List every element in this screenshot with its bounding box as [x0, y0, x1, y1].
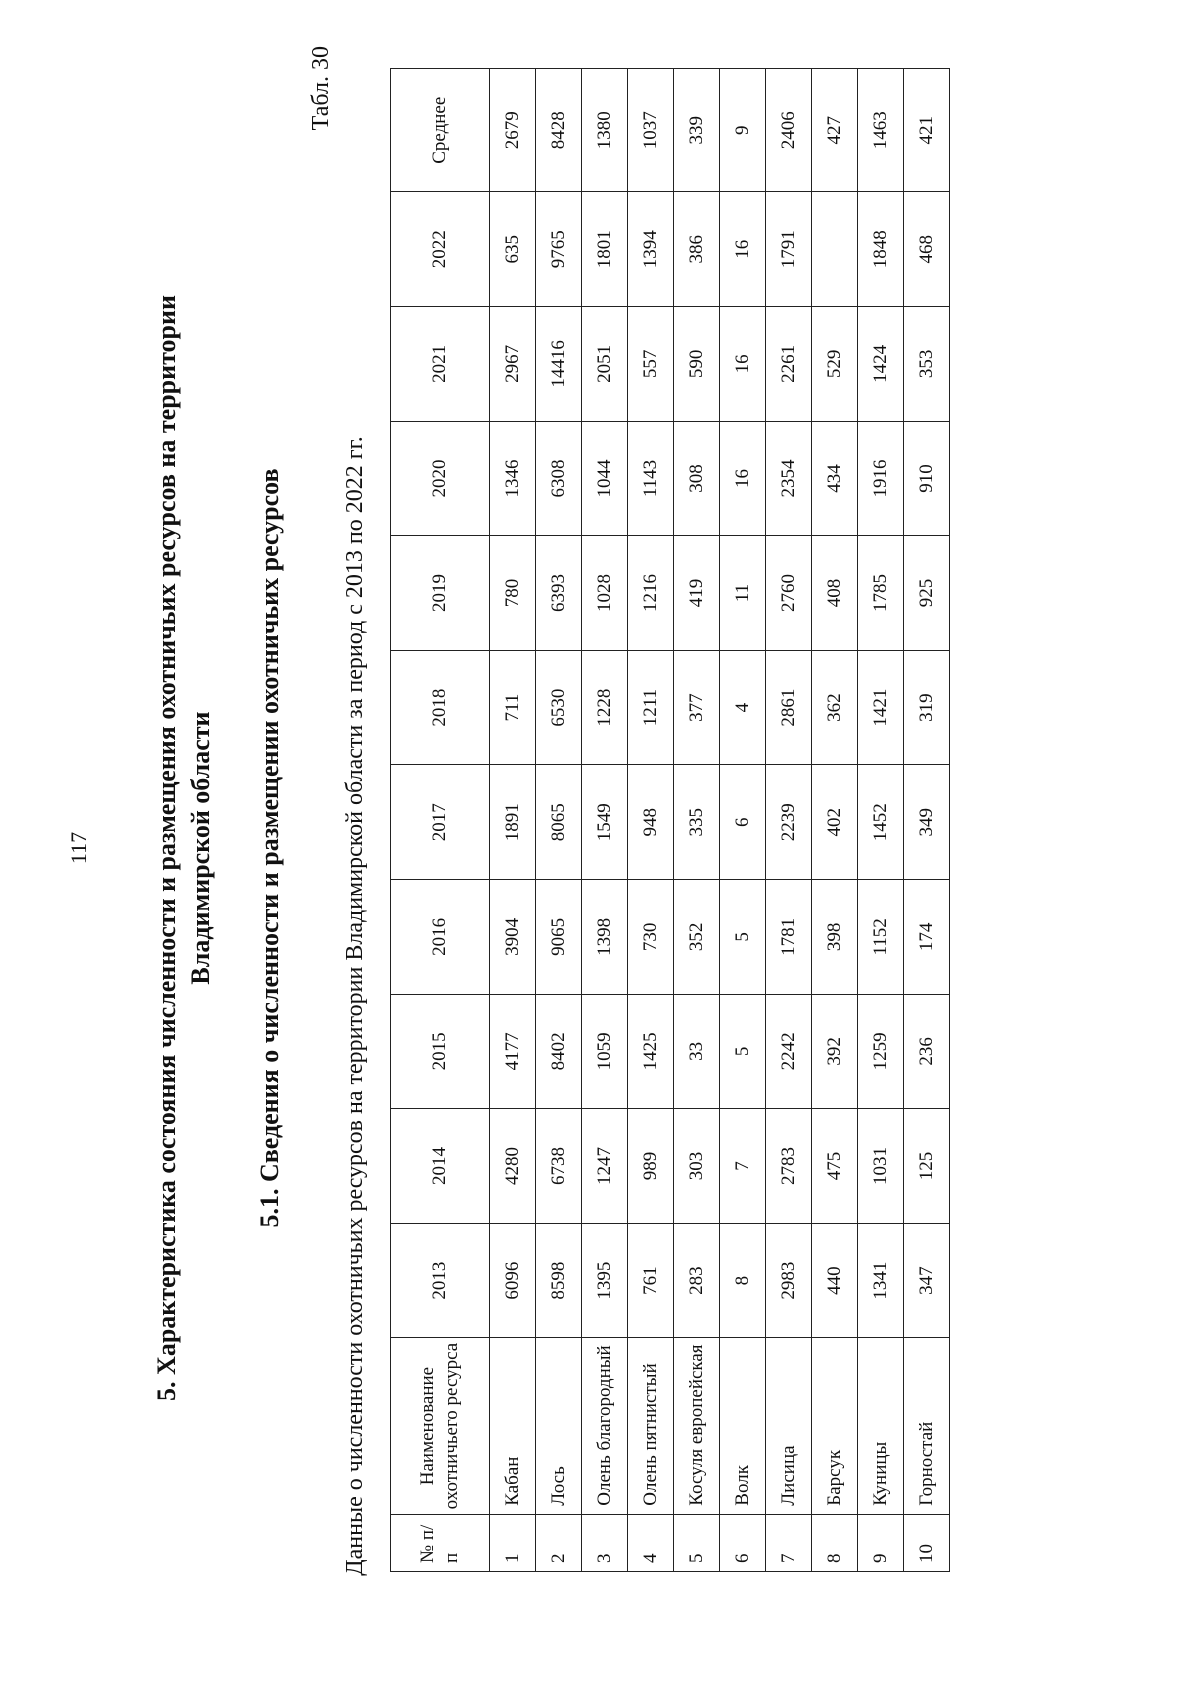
cell-2013: 1341: [858, 1223, 904, 1338]
cell-2013: 8598: [536, 1223, 582, 1338]
cell-2021: 353: [904, 307, 950, 422]
cell-2016: 398: [812, 880, 858, 995]
cell-2022: 1394: [628, 192, 674, 307]
cell-2021: 1424: [858, 307, 904, 422]
cell-2013: 283: [674, 1223, 720, 1338]
header-year-2017: 2017: [391, 765, 490, 880]
cell-2017: 402: [812, 765, 858, 880]
table-row: [720, 69, 766, 1572]
cell-2018: 362: [812, 650, 858, 765]
cell-2013: 440: [812, 1223, 858, 1338]
cell-2020: 2354: [766, 421, 812, 536]
section-heading: [150, 100, 218, 1596]
table-row: [858, 69, 904, 1572]
row-number: 1: [490, 1514, 536, 1571]
cell-2017: 335: [674, 765, 720, 880]
header-year-2018: 2018: [391, 650, 490, 765]
cell-2019: 1028: [582, 536, 628, 651]
row-number: 8: [812, 1514, 858, 1571]
row-number: 3: [582, 1514, 628, 1571]
cell-2019: 11: [720, 536, 766, 651]
table-row: [628, 69, 674, 1572]
cell-2016: 730: [628, 880, 674, 995]
cell-2016: 174: [904, 880, 950, 995]
cell-2017: 948: [628, 765, 674, 880]
subsection-heading: 5.1. Сведения о численности и размещении охотничьих ресурсов: [255, 468, 284, 1228]
cell-2018: 1228: [582, 650, 628, 765]
cell-2018: 319: [904, 650, 950, 765]
cell-2020: 308: [674, 421, 720, 536]
resource-name: Олень благородный: [582, 1338, 628, 1514]
section-heading-line-2: Владимирской области: [186, 711, 215, 985]
cell-2020: 1143: [628, 421, 674, 536]
row-number: 7: [766, 1514, 812, 1571]
cell-2020: 910: [904, 421, 950, 536]
row-number: 9: [858, 1514, 904, 1571]
table-row: [766, 69, 812, 1572]
cell-2014: 989: [628, 1109, 674, 1224]
cell-2014: 125: [904, 1109, 950, 1224]
cell-2015: 1259: [858, 994, 904, 1109]
cell-2015: 33: [674, 994, 720, 1109]
cell-2016: 9065: [536, 880, 582, 995]
cell-2015: 8402: [536, 994, 582, 1109]
cell-2016: 1398: [582, 880, 628, 995]
row-number: 2: [536, 1514, 582, 1571]
header-number: № п/п: [391, 1514, 490, 1571]
cell-2016: 352: [674, 880, 720, 995]
cell-2019: 408: [812, 536, 858, 651]
resource-name: Лось: [536, 1338, 582, 1514]
cell-2013: 347: [904, 1223, 950, 1338]
cell-2018: 1421: [858, 650, 904, 765]
resource-name: Косуля европейская: [674, 1338, 720, 1514]
cell-2014: 7: [720, 1109, 766, 1224]
cell-2022: 635: [490, 192, 536, 307]
cell-2014: 475: [812, 1109, 858, 1224]
resource-name: Волк: [720, 1338, 766, 1514]
cell-2020: 1044: [582, 421, 628, 536]
resource-name: Горностай: [904, 1338, 950, 1514]
page-number: 117: [66, 831, 91, 865]
cell-average: 339: [674, 69, 720, 192]
header-year-2021: 2021: [391, 307, 490, 422]
cell-2019: 6393: [536, 536, 582, 651]
cell-2015: 5: [720, 994, 766, 1109]
cell-2018: 1211: [628, 650, 674, 765]
cell-average: 1463: [858, 69, 904, 192]
cell-2013: 761: [628, 1223, 674, 1338]
cell-2013: 8: [720, 1223, 766, 1338]
cell-2022: [812, 192, 858, 307]
cell-2014: 6738: [536, 1109, 582, 1224]
cell-2017: 1891: [490, 765, 536, 880]
cell-2020: 1916: [858, 421, 904, 536]
cell-average: 1380: [582, 69, 628, 192]
cell-2018: 2861: [766, 650, 812, 765]
cell-2022: 468: [904, 192, 950, 307]
cell-2021: 557: [628, 307, 674, 422]
cell-2022: 16: [720, 192, 766, 307]
cell-average: 427: [812, 69, 858, 192]
cell-2021: 16: [720, 307, 766, 422]
resource-name: Лисица: [766, 1338, 812, 1514]
cell-2018: 711: [490, 650, 536, 765]
section-heading-line-1: 5. Характеристика состояния численности и размещения охотничьих ресурсов на территории: [152, 295, 181, 1401]
table-body: [490, 69, 950, 1572]
cell-2016: 3904: [490, 880, 536, 995]
resource-name: Барсук: [812, 1338, 858, 1514]
table-row: [490, 69, 536, 1572]
cell-2015: 4177: [490, 994, 536, 1109]
cell-2018: 4: [720, 650, 766, 765]
cell-2019: 925: [904, 536, 950, 651]
resource-name: Кабан: [490, 1338, 536, 1514]
game-population-table: [390, 68, 950, 1572]
cell-2022: 1848: [858, 192, 904, 307]
cell-2014: 2783: [766, 1109, 812, 1224]
cell-2016: 5: [720, 880, 766, 995]
cell-2014: 303: [674, 1109, 720, 1224]
table-row: [536, 69, 582, 1572]
cell-2021: 590: [674, 307, 720, 422]
cell-2018: 6530: [536, 650, 582, 765]
table-row: [812, 69, 858, 1572]
table-caption: Данные о численности охотничьих ресурсов на территории Владимирской области за период с 2013 по 2022 гг.: [342, 436, 368, 1576]
resource-name: Куницы: [858, 1338, 904, 1514]
table-row: [904, 69, 950, 1572]
cell-2020: 16: [720, 421, 766, 536]
cell-2022: 1801: [582, 192, 628, 307]
cell-2021: 529: [812, 307, 858, 422]
table-row: [582, 69, 628, 1572]
table-number: Табл. 30: [308, 46, 334, 131]
header-year-2013: 2013: [391, 1223, 490, 1338]
cell-2022: 9765: [536, 192, 582, 307]
cell-average: 2406: [766, 69, 812, 192]
header-year-2020: 2020: [391, 421, 490, 536]
cell-2015: 392: [812, 994, 858, 1109]
cell-2016: 1781: [766, 880, 812, 995]
cell-2017: 1549: [582, 765, 628, 880]
cell-average: 8428: [536, 69, 582, 192]
cell-2013: 6096: [490, 1223, 536, 1338]
header-year-2022: 2022: [391, 192, 490, 307]
header-year-2015: 2015: [391, 994, 490, 1109]
row-number: 4: [628, 1514, 674, 1571]
cell-2020: 6308: [536, 421, 582, 536]
cell-2014: 4280: [490, 1109, 536, 1224]
cell-2019: 1216: [628, 536, 674, 651]
cell-2017: 349: [904, 765, 950, 880]
row-number: 6: [720, 1514, 766, 1571]
cell-2018: 377: [674, 650, 720, 765]
cell-2017: 6: [720, 765, 766, 880]
cell-2015: 1059: [582, 994, 628, 1109]
header-year-2014: 2014: [391, 1109, 490, 1224]
cell-2017: 2239: [766, 765, 812, 880]
cell-2020: 1346: [490, 421, 536, 536]
cell-2021: 14416: [536, 307, 582, 422]
cell-2021: 2261: [766, 307, 812, 422]
cell-2019: 2760: [766, 536, 812, 651]
cell-2020: 434: [812, 421, 858, 536]
resource-name: Олень пятнистый: [628, 1338, 674, 1514]
cell-2022: 386: [674, 192, 720, 307]
cell-2021: 2051: [582, 307, 628, 422]
table-row: [674, 69, 720, 1572]
cell-2013: 1395: [582, 1223, 628, 1338]
cell-average: 421: [904, 69, 950, 192]
cell-average: 2679: [490, 69, 536, 192]
cell-2019: 1785: [858, 536, 904, 651]
cell-2019: 419: [674, 536, 720, 651]
row-number: 10: [904, 1514, 950, 1571]
cell-average: 9: [720, 69, 766, 192]
header-year-2019: 2019: [391, 536, 490, 651]
cell-2015: 1425: [628, 994, 674, 1109]
cell-2015: 236: [904, 994, 950, 1109]
cell-2014: 1031: [858, 1109, 904, 1224]
table-header-row: [391, 69, 490, 1572]
cell-2015: 2242: [766, 994, 812, 1109]
cell-2021: 2967: [490, 307, 536, 422]
cell-2016: 1152: [858, 880, 904, 995]
cell-2017: 8065: [536, 765, 582, 880]
cell-2013: 2983: [766, 1223, 812, 1338]
header-average: Среднее: [391, 69, 490, 192]
cell-2022: 1791: [766, 192, 812, 307]
cell-2014: 1247: [582, 1109, 628, 1224]
cell-average: 1037: [628, 69, 674, 192]
header-year-2016: 2016: [391, 880, 490, 995]
cell-2019: 780: [490, 536, 536, 651]
cell-2017: 1452: [858, 765, 904, 880]
row-number: 5: [674, 1514, 720, 1571]
header-resource-name: Наименование охотничьего ресурса: [391, 1338, 490, 1514]
